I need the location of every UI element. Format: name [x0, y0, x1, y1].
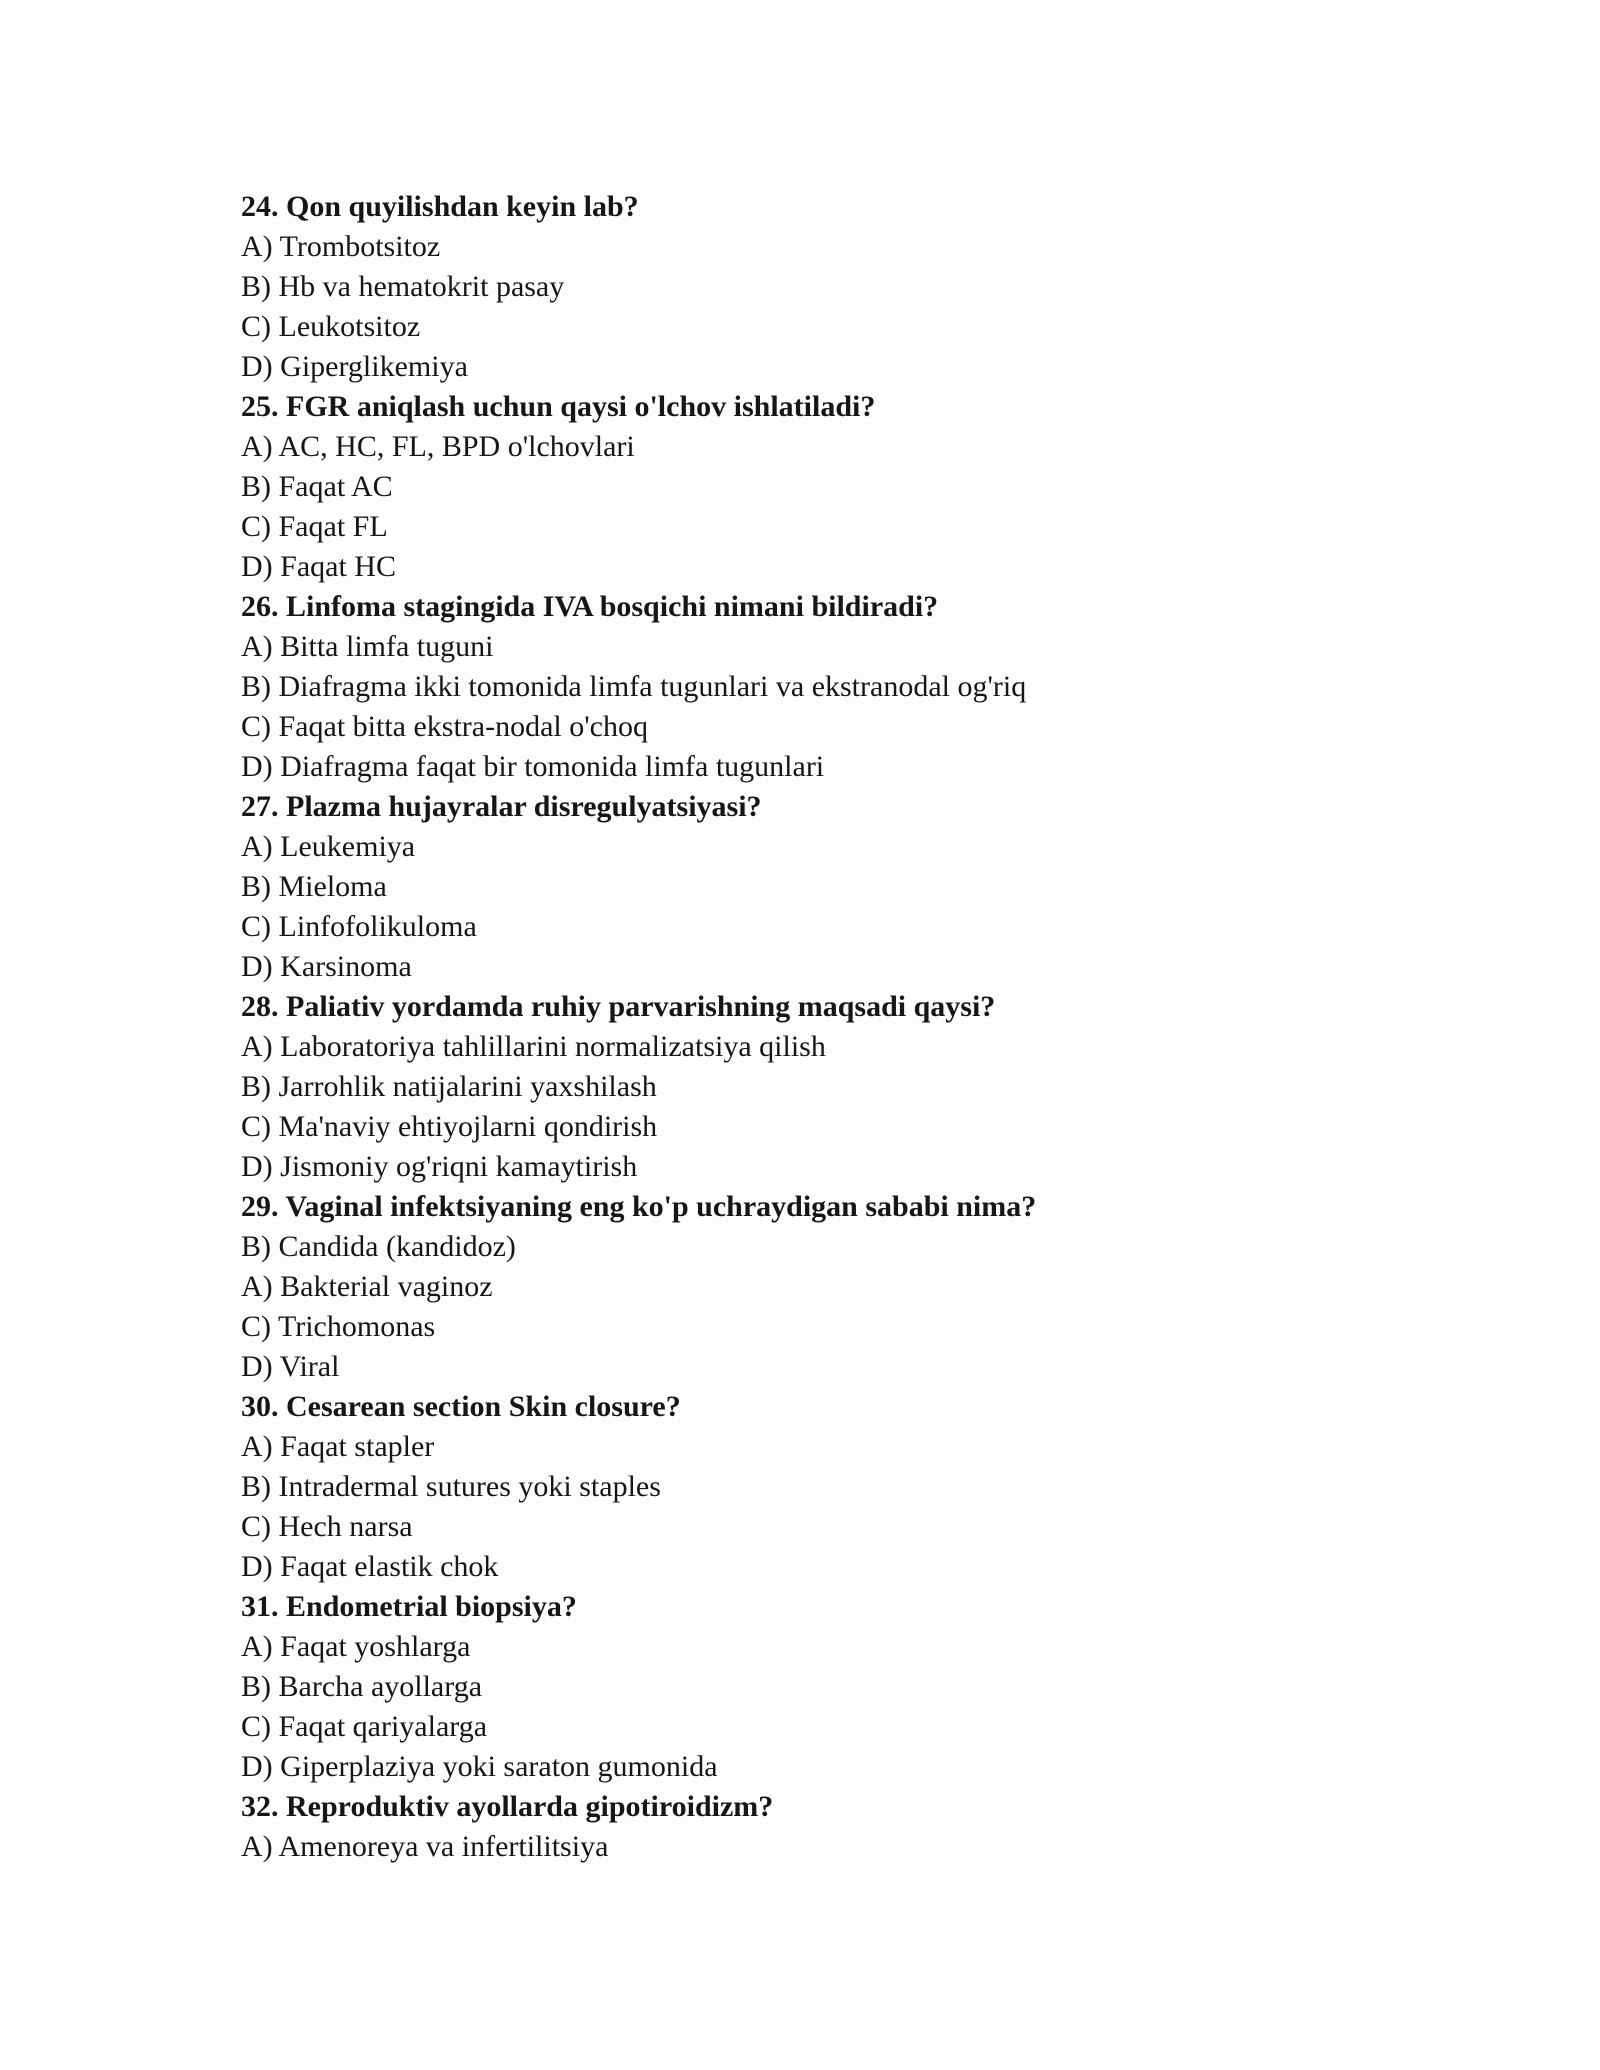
answer-option: A) Faqat stapler	[241, 1430, 435, 1463]
answer-option: C) Leukotsitoz	[241, 310, 421, 343]
answer-option: D) Jismoniy og'riqni kamaytirish	[241, 1150, 638, 1183]
answer-option: D) Viral	[241, 1350, 340, 1383]
answer-option: B) Barcha ayollarga	[241, 1670, 483, 1703]
answer-option: B) Mieloma	[241, 870, 387, 903]
answer-option: A) Leukemiya	[241, 830, 416, 863]
question-block	[241, 787, 1441, 987]
question-block	[241, 1787, 1441, 1867]
answer-option: A) Bitta limfa tuguni	[241, 630, 494, 663]
question-text: 26. Linfoma stagingida IVA bosqichi nimani bildiradi?	[241, 590, 939, 623]
question-block	[241, 587, 1441, 787]
answer-option: A) Faqat yoshlarga	[241, 1630, 471, 1663]
answer-option: A) Laboratoriya tahlillarini normalizatsiya qilish	[241, 1030, 826, 1063]
answer-option: C) Hech narsa	[241, 1510, 413, 1543]
answer-option: C) Linfofolikuloma	[241, 910, 477, 943]
question-text: 30. Cesarean section Skin closure?	[241, 1390, 681, 1423]
answer-option: D) Giperglikemiya	[241, 350, 468, 383]
answer-option: B) Candida (kandidoz)	[241, 1230, 516, 1263]
question-text: 27. Plazma hujayralar disregulyatsiyasi?	[241, 790, 762, 823]
question-block	[241, 1387, 1441, 1587]
question-text: 29. Vaginal infektsiyaning eng ko'p uchraydigan sababi nima?	[241, 1190, 1037, 1223]
answer-option: B) Jarrohlik natijalarini yaxshilash	[241, 1070, 657, 1103]
answer-option: A) AC, HC, FL, BPD o'lchovlari	[241, 430, 635, 463]
answer-option: C) Ma'naviy ehtiyojlarni qondirish	[241, 1110, 658, 1143]
question-text: 32. Reproduktiv ayollarda gipotiroidizm?	[241, 1790, 774, 1823]
answer-option: D) Giperplaziya yoki saraton gumonida	[241, 1750, 718, 1783]
answer-option: A) Bakterial vaginoz	[241, 1270, 493, 1303]
question-list	[241, 187, 1441, 1867]
answer-option: B) Faqat AC	[241, 470, 393, 503]
question-block	[241, 1187, 1441, 1387]
answer-option: D) Faqat HC	[241, 550, 396, 583]
question-text: 25. FGR aniqlash uchun qaysi o'lchov ishlatiladi?	[241, 390, 876, 423]
question-block	[241, 387, 1441, 587]
answer-option: A) Amenoreya va infertilitsiya	[241, 1830, 609, 1863]
answer-option: D) Faqat elastik chok	[241, 1550, 499, 1583]
question-text: 31. Endometrial biopsiya?	[241, 1590, 577, 1623]
question-block	[241, 187, 1441, 387]
answer-option: B) Hb va hematokrit pasay	[241, 270, 565, 303]
answer-option: D) Diafragma faqat bir tomonida limfa tugunlari	[241, 750, 825, 783]
answer-option: C) Faqat qariyalarga	[241, 1710, 488, 1743]
question-text: 28. Paliativ yordamda ruhiy parvarishning maqsadi qaysi?	[241, 990, 996, 1023]
question-block	[241, 987, 1441, 1187]
answer-option: A) Trombotsitoz	[241, 230, 441, 263]
question-text: 24. Qon quyilishdan keyin lab?	[241, 190, 639, 223]
question-block	[241, 1587, 1441, 1787]
answer-option: B) Intradermal sutures yoki staples	[241, 1470, 661, 1503]
answer-option: C) Trichomonas	[241, 1310, 436, 1343]
answer-option: C) Faqat FL	[241, 510, 388, 543]
answer-option: C) Faqat bitta ekstra-nodal o'choq	[241, 710, 648, 743]
answer-option: D) Karsinoma	[241, 950, 412, 983]
answer-option: B) Diafragma ikki tomonida limfa tugunlari va ekstranodal og'riq	[241, 670, 1027, 703]
